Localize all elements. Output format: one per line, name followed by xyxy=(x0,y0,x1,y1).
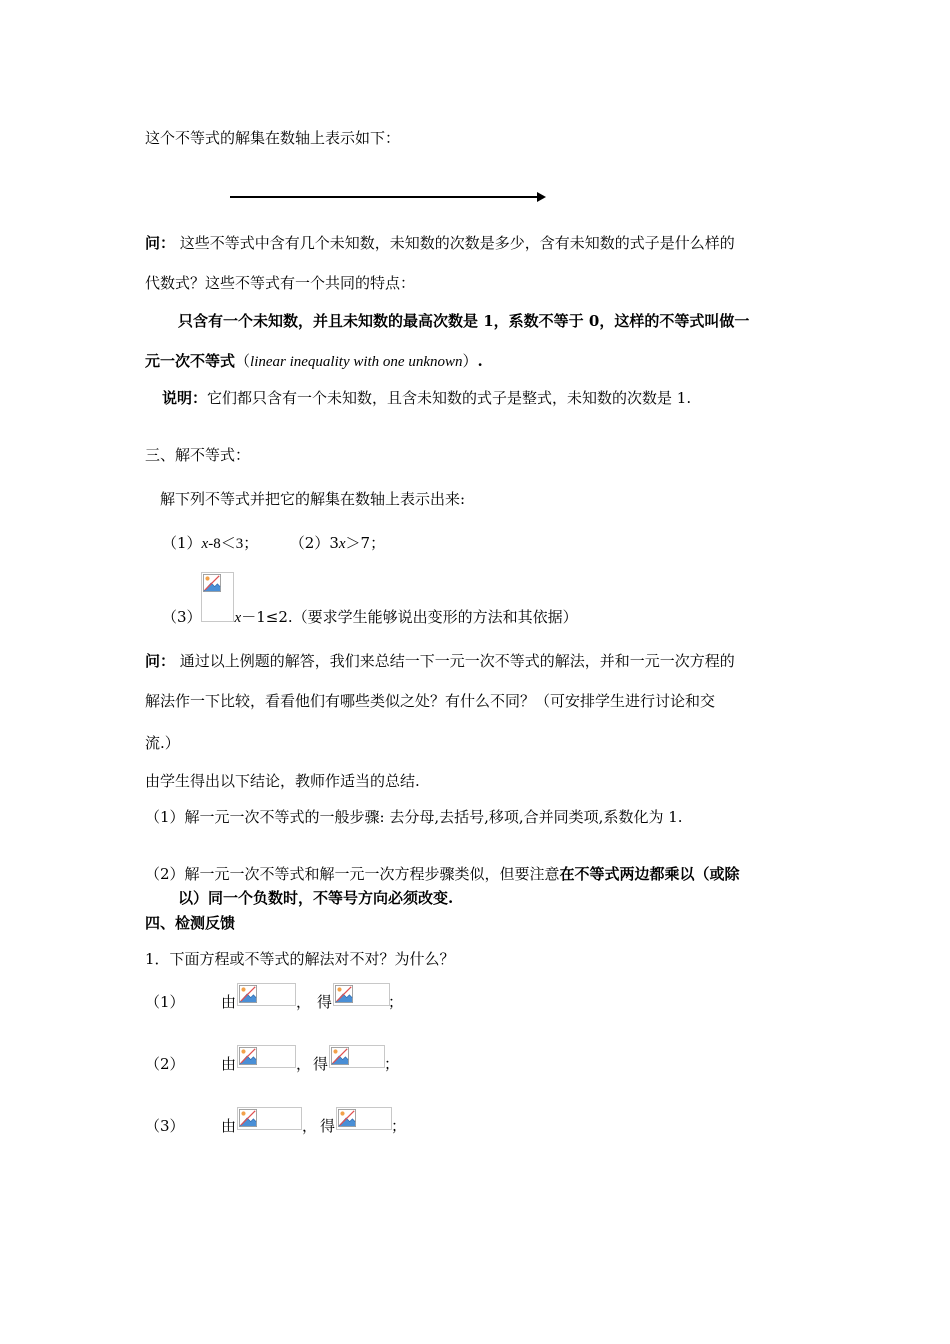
section-3-instruction: 解下列不等式并把它的解集在数轴上表示出来: xyxy=(160,490,466,508)
feedback-item-1-num: （1） xyxy=(145,993,185,1011)
definition-line-1: 只含有一个未知数，并且未知数的最高次数是 1，系数不等于 0，这样的不等式叫做一 xyxy=(178,312,750,330)
feedback-item-2-comma: ， xyxy=(296,1055,312,1073)
feedback-item-1-equation-image xyxy=(237,983,296,1006)
definition-line-2 xyxy=(145,351,483,372)
definition-period: . xyxy=(477,352,483,370)
section-4-question: 1．下面方程或不等式的解法对不对？为什么？ xyxy=(145,950,455,968)
example-1-var: x xyxy=(201,536,209,552)
intro-line: 这个不等式的解集在数轴上表示如下： xyxy=(145,129,401,147)
example-3-num: （3） xyxy=(162,608,202,626)
broken-image-icon xyxy=(331,1047,349,1065)
feedback-item-2-end: ； xyxy=(384,1055,400,1073)
broken-image-icon xyxy=(203,574,221,592)
feedback-item-1-result-image xyxy=(333,983,390,1006)
example-3-var: x xyxy=(234,610,242,626)
question-1-line-a xyxy=(145,233,735,253)
feedback-item-2-get: 得 xyxy=(313,1055,329,1073)
feedback-item-1-from: 由 xyxy=(221,993,237,1011)
example-3-rest: －1≤2.（要求学生能够说出变形的方法和其依据） xyxy=(241,608,578,626)
broken-image-icon xyxy=(239,1109,257,1127)
conclusion-intro: 由学生得出以下结论，教师作适当的总结. xyxy=(145,772,420,790)
broken-image-icon xyxy=(335,985,353,1003)
question-2-line-b: 解法作一下比较，看看他们有哪些类似之处？有什么不同？（可安排学生进行讨论和交 xyxy=(145,692,716,710)
conclusion-item-1: （1）解一元一次不等式的一般步骤: 去分母,去括号,移项,合并同类项,系数化为 1. xyxy=(145,808,683,826)
explanation-text: 它们都只含有一个未知数，且含未知数的式子是整式，未知数的次数是 1. xyxy=(207,389,692,407)
feedback-item-3-end: ； xyxy=(391,1117,407,1135)
conclusion-item-2-bold-a: 在不等式两边都乘以（或除 xyxy=(559,865,740,883)
conclusion-item-2-line-b: 以）同一个负数时，不等号方向必须改变. xyxy=(178,889,454,907)
explanation-line xyxy=(162,388,691,408)
example-1-num: （1） xyxy=(162,534,202,552)
feedback-item-1-get: 得 xyxy=(317,993,333,1011)
broken-image-icon xyxy=(338,1109,356,1127)
feedback-item-3-equation-image xyxy=(237,1107,302,1130)
section-3-title: 三、解不等式： xyxy=(145,446,251,464)
definition-term: 元一次不等式 xyxy=(145,352,236,370)
number-line-arrow xyxy=(230,196,538,198)
question-2-text-a: 通过以上例题的解答，我们来总结一下一元一次不等式的解法，并和一元一次方程的 xyxy=(179,652,735,670)
feedback-item-3-result-image xyxy=(336,1107,392,1130)
section-4-title: 四、检测反馈 xyxy=(145,914,236,932)
question-2-line-c: 流.） xyxy=(145,734,180,752)
feedback-item-3-num: （3） xyxy=(145,1117,185,1135)
broken-image-icon xyxy=(239,985,257,1003)
example-3-line xyxy=(162,607,578,628)
feedback-item-1-comma: ， xyxy=(296,993,312,1011)
question-2-line-a xyxy=(145,651,735,671)
question-2-label: 问： xyxy=(145,652,176,670)
definition-paren-open: （ xyxy=(235,352,251,370)
example-1-2-line xyxy=(162,533,385,554)
conclusion-item-2-line-a xyxy=(145,864,740,884)
broken-image-icon xyxy=(239,1047,257,1065)
definition-paren-close: ） xyxy=(462,352,478,370)
question-1-line-b: 代数式？这些不等式有一个共同的特点： xyxy=(145,274,416,292)
example-2-var: x xyxy=(338,536,346,552)
feedback-item-2-equation-image xyxy=(237,1045,296,1068)
feedback-item-1-end: ； xyxy=(388,993,404,1011)
definition-english: linear inequality with one unknown xyxy=(250,354,463,370)
feedback-item-3-comma: ， xyxy=(302,1117,318,1135)
example-1-rest: -8＜3； xyxy=(208,536,259,552)
feedback-item-3-get: 得 xyxy=(320,1117,336,1135)
question-1-label: 问： xyxy=(145,234,176,252)
question-1-text-a: 这些不等式中含有几个未知数，未知数的次数是多少，含有未知数的式子是什么样的 xyxy=(179,234,735,252)
explanation-label: 说明： xyxy=(162,389,208,407)
feedback-item-2-result-image xyxy=(329,1045,385,1068)
feedback-item-3-from: 由 xyxy=(221,1117,237,1135)
feedback-item-2-from: 由 xyxy=(221,1055,237,1073)
example-2-rest: ＞7； xyxy=(345,534,386,552)
feedback-item-2-num: （2） xyxy=(145,1055,185,1073)
example-2-num: （2）3 xyxy=(289,534,339,552)
conclusion-item-2-plain: （2）解一元一次不等式和解一元一次方程步骤类似，但要注意 xyxy=(145,865,560,883)
